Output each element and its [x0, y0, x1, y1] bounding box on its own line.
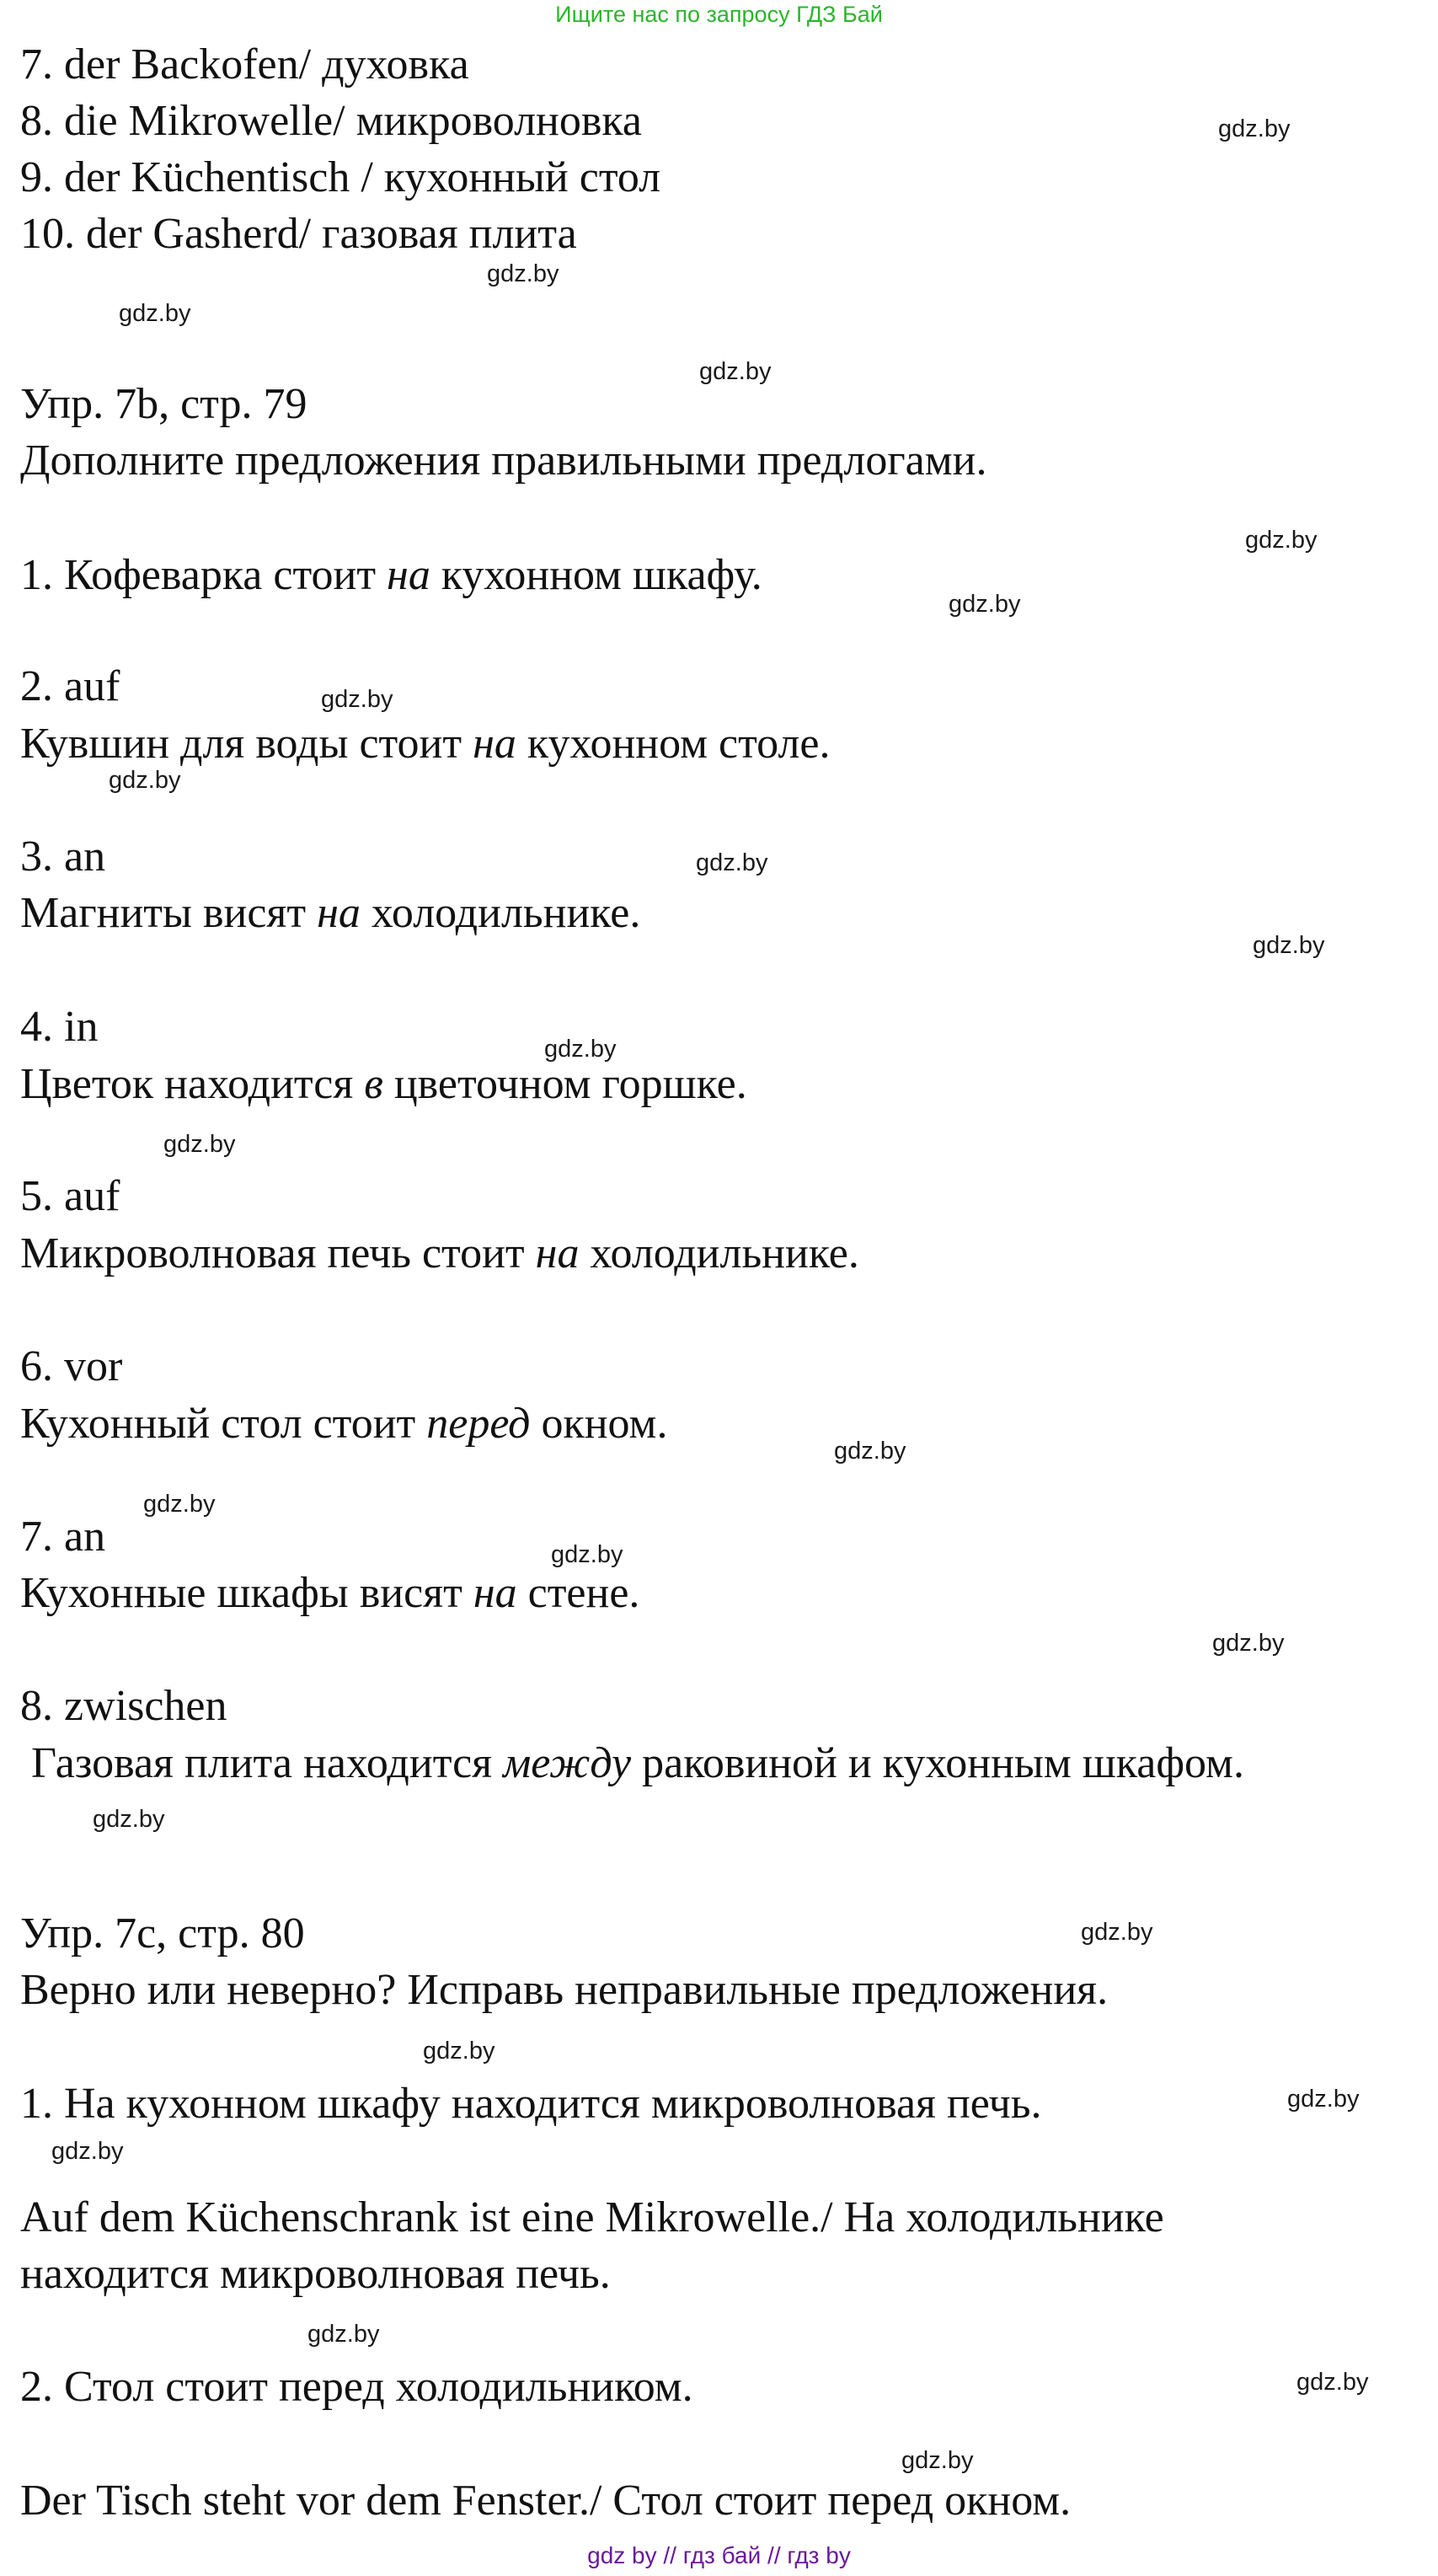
watermark: gdz.by: [1287, 2086, 1360, 2113]
exercise-7b-item-3-number: 3. an: [20, 833, 106, 881]
preposition: между: [503, 1739, 632, 1787]
sentence-end: холодильнике.: [579, 1229, 859, 1277]
exercise-7c-answer-1-line-2: находится микроволновая печь.: [20, 2250, 611, 2298]
exercise-7b-item-7-sentence: [20, 1567, 639, 1620]
exercise-7b-item-6-number: 6. vor: [20, 1342, 123, 1390]
watermark: gdz.by: [696, 849, 768, 876]
watermark: gdz.by: [551, 1541, 623, 1568]
sentence-end: кухонном шкафу.: [430, 551, 762, 599]
top-banner[interactable]: Ищите нас по запросу ГДЗ Бай: [555, 2, 883, 27]
watermark: gdz.by: [143, 1491, 216, 1518]
exercise-7b-item-2-sentence: [20, 718, 831, 770]
watermark: gdz.by: [163, 1131, 236, 1158]
watermark: gdz.by: [321, 686, 393, 713]
exercise-7c-instruction: Верно или неверно? Исправь неправильные предложения.: [20, 1966, 1109, 2014]
watermark: gdz.by: [307, 2321, 380, 2348]
exercise-7c-answer-1-line-1: Auf dem Küchenschrank ist eine Mikrowelle./ На холодильнике: [20, 2193, 1164, 2241]
watermark: gdz.by: [834, 1438, 906, 1465]
exercise-7b-item-1: [20, 549, 762, 602]
footer-links[interactable]: gdz by // гдз бай // гдз by: [587, 2542, 851, 2568]
watermark: gdz.by: [1081, 1919, 1153, 1946]
sentence-start: Кухонные шкафы висят: [20, 1569, 473, 1617]
exercise-7b-item-6-sentence: [20, 1398, 667, 1450]
sentence-start: Кувшин для воды стоит: [20, 720, 473, 768]
watermark: gdz.by: [699, 358, 772, 385]
exercise-7b-item-4-sentence: [20, 1058, 747, 1111]
exercise-7b-item-4-number: 4. in: [20, 1003, 99, 1051]
sentence-end: цветочном горшке.: [382, 1060, 747, 1108]
sentence-start: Кухонный стол стоит: [20, 1400, 427, 1448]
exercise-7b-item-8-number: 8. zwischen: [20, 1682, 227, 1730]
watermark: gdz.by: [1296, 2369, 1369, 2396]
sentence-end: холодильнике.: [360, 889, 641, 937]
watermark: gdz.by: [1218, 115, 1291, 142]
exercise-7c-question-1: 1. На кухонном шкафу находится микроволновая печь.: [20, 2080, 1042, 2128]
vocab-line-8: 8. die Mikrowelle/ микроволновка: [20, 97, 642, 145]
sentence-start: 1. Кофеварка стоит: [20, 551, 388, 599]
vocab-line-10: 10. der Gasherd/ газовая плита: [20, 210, 577, 258]
exercise-7b-item-3-sentence: [20, 887, 640, 940]
sentence-end: раковиной и кухонным шкафом.: [631, 1739, 1244, 1787]
exercise-7b-item-2-number: 2. auf: [20, 662, 120, 710]
watermark: gdz.by: [423, 2038, 495, 2065]
watermark: gdz.by: [93, 1806, 165, 1833]
exercise-7b-item-5-sentence: [20, 1228, 859, 1280]
preposition: на: [535, 1229, 580, 1277]
exercise-7b-instruction: Дополните предложения правильными предлогами.: [20, 436, 987, 485]
vocab-line-7: 7. der Backofen/ духовка: [20, 40, 469, 88]
watermark: gdz.by: [109, 767, 181, 794]
preposition: на: [473, 720, 516, 768]
sentence-end: окном.: [530, 1400, 668, 1448]
exercise-7c-answer-2: Der Tisch steht vor dem Fenster./ Стол стоит перед окном.: [20, 2477, 1072, 2525]
sentence-start: Микроволновая печь стоит: [20, 1229, 536, 1277]
watermark: gdz.by: [119, 300, 191, 327]
exercise-7b-item-7-number: 7. an: [20, 1513, 106, 1561]
sentence-start: Цветок находится: [20, 1060, 365, 1108]
exercise-7b-item-5-number: 5. auf: [20, 1172, 120, 1220]
preposition: на: [387, 551, 430, 599]
watermark: gdz.by: [1212, 1630, 1285, 1657]
watermark: gdz.by: [901, 2447, 974, 2474]
sentence-end: стене.: [516, 1569, 640, 1617]
watermark: gdz.by: [949, 591, 1021, 618]
preposition: в: [364, 1060, 383, 1108]
preposition: на: [473, 1569, 517, 1617]
vocab-line-9: 9. der Küchentisch / кухонный стол: [20, 153, 661, 201]
watermark: gdz.by: [1245, 527, 1318, 554]
sentence-end: кухонном столе.: [516, 720, 831, 768]
preposition: перед: [426, 1400, 531, 1448]
watermark: gdz.by: [487, 260, 559, 287]
exercise-7c-question-2: 2. Стол стоит перед холодильником.: [20, 2363, 693, 2411]
preposition: на: [317, 889, 361, 937]
sentence-start: Магниты висят: [20, 889, 318, 937]
exercise-7b-heading: Упр. 7b, стр. 79: [20, 380, 307, 428]
exercise-7b-item-8-sentence: [20, 1738, 1244, 1790]
watermark: gdz.by: [51, 2138, 124, 2165]
exercise-7c-heading: Упр. 7c, стр. 80: [20, 1909, 305, 1957]
watermark: gdz.by: [544, 1036, 617, 1063]
watermark: gdz.by: [1253, 932, 1325, 959]
sentence-start: Газовая плита находится: [20, 1739, 504, 1787]
